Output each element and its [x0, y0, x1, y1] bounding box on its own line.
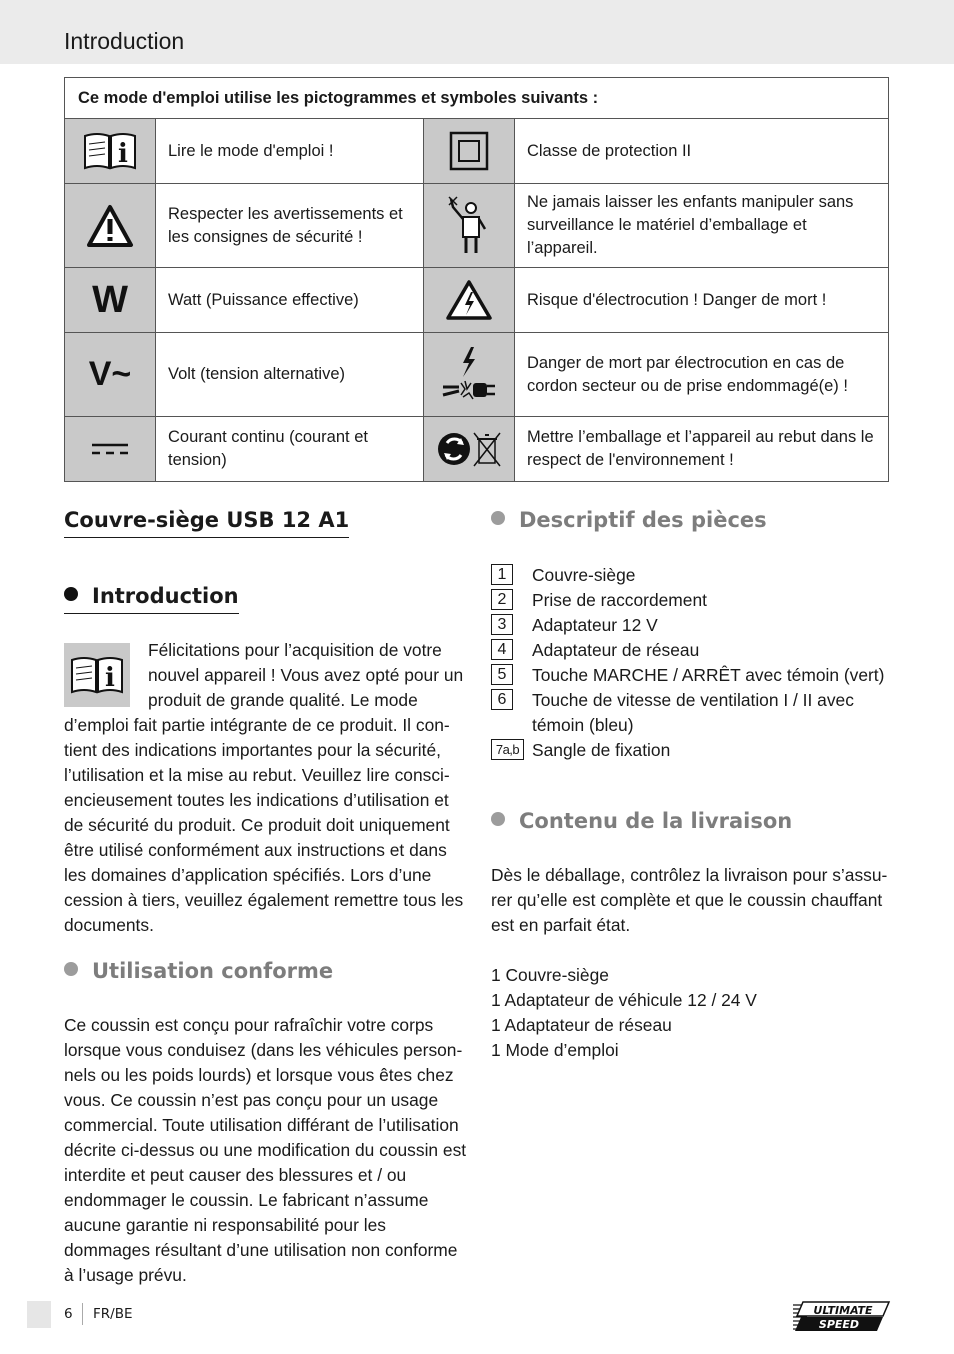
symbol-desc-volt: Volt (tension alternative)	[156, 333, 424, 417]
footer-marker	[27, 1301, 51, 1328]
page-title: Introduction	[64, 28, 185, 54]
usage-heading-text: Utilisation conforme	[92, 959, 334, 983]
symbol-desc-recycling: Mettre l’emballage et l’appareil au rebut dans le respect de l'environnement !	[514, 417, 888, 482]
warning-triangle-icon	[65, 184, 156, 268]
part-label: Adaptateur de réseau	[532, 640, 700, 660]
list-item	[491, 688, 891, 738]
part-label: Touche MARCHE / ARRÊT avec témoin (vert)	[532, 665, 885, 685]
part-number: 1	[491, 564, 513, 585]
symbol-desc-electric-shock: Risque d'électrocution ! Danger de mort !	[514, 268, 888, 333]
bullet-icon	[491, 511, 505, 525]
watt-symbol: W	[92, 278, 128, 321]
introduction-heading-text: Introduction	[92, 584, 239, 608]
symbol-desc-protection-class: Classe de protection II	[514, 119, 888, 184]
bullet-icon	[64, 587, 78, 601]
symbols-table-heading: Ce mode d'emploi utilise les pictogrammes et symboles suivants :	[65, 78, 889, 119]
symbol-desc-read-manual: Lire le mode d'emploi !	[156, 119, 424, 184]
list-item: 1 Adaptateur de véhicule 12 / 24 V	[491, 990, 757, 1010]
part-number: 3	[491, 614, 513, 635]
language-code: FR/BE	[93, 1306, 133, 1322]
list-item	[491, 638, 891, 663]
contents-list	[491, 963, 891, 1063]
volt-symbol: V~	[88, 355, 132, 393]
part-number: 4	[491, 639, 513, 660]
usage-heading	[64, 959, 333, 983]
svg-text:ULTIMATE: ULTIMATE	[813, 1304, 873, 1317]
list-item: 1 Adaptateur de réseau	[491, 1015, 672, 1035]
usage-text: Ce coussin est conçu pour rafraîchir votre corps lorsque vous conduisez (dans les véhicules personnels ou les poids lourds) et lorsque vous êtes chez vous. Ce coussin n’est pas conçu pour un usage commercial. Toute utilisation différant de l’utilisation décrite ci-dessus ou une modification du coussin est interdite et peut causer des blessures et / ou endommager le coussin. Le fabricant n’assume aucune garantie ni responsabilité pour les dommages résultant d’une utilisation non conforme à l’usage prévu.	[64, 1015, 467, 1285]
direct-current-icon	[65, 417, 156, 482]
list-item: 1 Mode d’emploi	[491, 1040, 619, 1060]
part-label: Couvre-siège	[532, 565, 636, 585]
contents-heading	[491, 809, 792, 833]
list-item	[491, 588, 891, 613]
product-heading: Couvre-siège USB 12 A1	[64, 508, 349, 538]
watt-icon	[65, 268, 156, 333]
children-warning-icon	[423, 184, 514, 268]
contents-heading-text: Contenu de la livraison	[519, 809, 793, 833]
introduction-heading	[64, 584, 239, 614]
part-number: 7a,b	[491, 739, 524, 760]
parts-heading-text: Descriptif des pièces	[519, 508, 767, 532]
protection-class-ii-icon	[423, 119, 514, 184]
read-manual-icon	[64, 643, 130, 707]
parts-list	[491, 563, 891, 763]
introduction-text: d’emploi fait partie intégrante de ce produit. Il contient des indications importantes pour la sécurité, l’utilisation et la mise au rebut. Veuillez lire consciencieusement toutes les indications d’utilisation et de sécurité du produit. Ce produit doit uniquement être utilisé conformément aux instructions et dans les domaines d’application spécifiés. Lors d’une cession à tiers, veuillez également remettre tous les documents.	[64, 715, 464, 935]
part-label: Sangle de fixation	[532, 740, 671, 760]
symbol-desc-watt: Watt (Puissance effective)	[156, 268, 424, 333]
part-number: 6	[491, 689, 513, 710]
svg-text:i: i	[105, 663, 115, 693]
bullet-icon	[491, 812, 505, 826]
svg-text:SPEED: SPEED	[818, 1318, 860, 1331]
bullet-icon	[64, 962, 78, 976]
footer-divider	[82, 1303, 83, 1325]
symbols-table	[64, 77, 889, 482]
symbol-desc-damaged-cord: Danger de mort par électrocution en cas de cordon secteur ou de prise endommagé(e) !	[514, 333, 888, 417]
page-number: 6	[64, 1306, 73, 1322]
part-label: Prise de raccordement	[532, 590, 707, 610]
recycle-icon	[423, 417, 514, 482]
introduction-text-first: Félicitations pour l’acquisition de votre nouvel appareil ! Vous avez opté pour un produit de grande qualité. Le mode	[148, 640, 464, 710]
part-label: Touche de vitesse de ventilation I / II avec témoin (bleu)	[532, 690, 854, 735]
svg-text:i: i	[118, 139, 128, 169]
electric-shock-icon	[423, 268, 514, 333]
symbol-desc-children: Ne jamais laisser les enfants manipuler sans surveillance le matériel d’emballage et l’appareil.	[514, 184, 888, 268]
brand-logo	[793, 1301, 891, 1337]
list-item: 1 Couvre-siège	[491, 965, 609, 985]
part-label: Adaptateur 12 V	[532, 615, 658, 635]
list-item	[491, 738, 891, 763]
symbol-desc-direct-current: Courant continu (courant et tension)	[156, 417, 424, 482]
read-manual-icon	[65, 119, 156, 184]
list-item	[491, 563, 891, 588]
part-number: 5	[491, 664, 513, 685]
list-item	[491, 663, 891, 688]
part-number: 2	[491, 589, 513, 610]
damaged-cord-icon	[423, 333, 514, 417]
parts-heading	[491, 508, 767, 532]
contents-text: Dès le déballage, contrôlez la livraison pour s’assurer qu’elle est complète et que le coussin chauffant est en parfait état.	[491, 865, 888, 935]
volt-ac-icon	[65, 333, 156, 417]
list-item	[491, 613, 891, 638]
symbol-desc-warnings: Respecter les avertissements et les consignes de sécurité !	[156, 184, 424, 268]
